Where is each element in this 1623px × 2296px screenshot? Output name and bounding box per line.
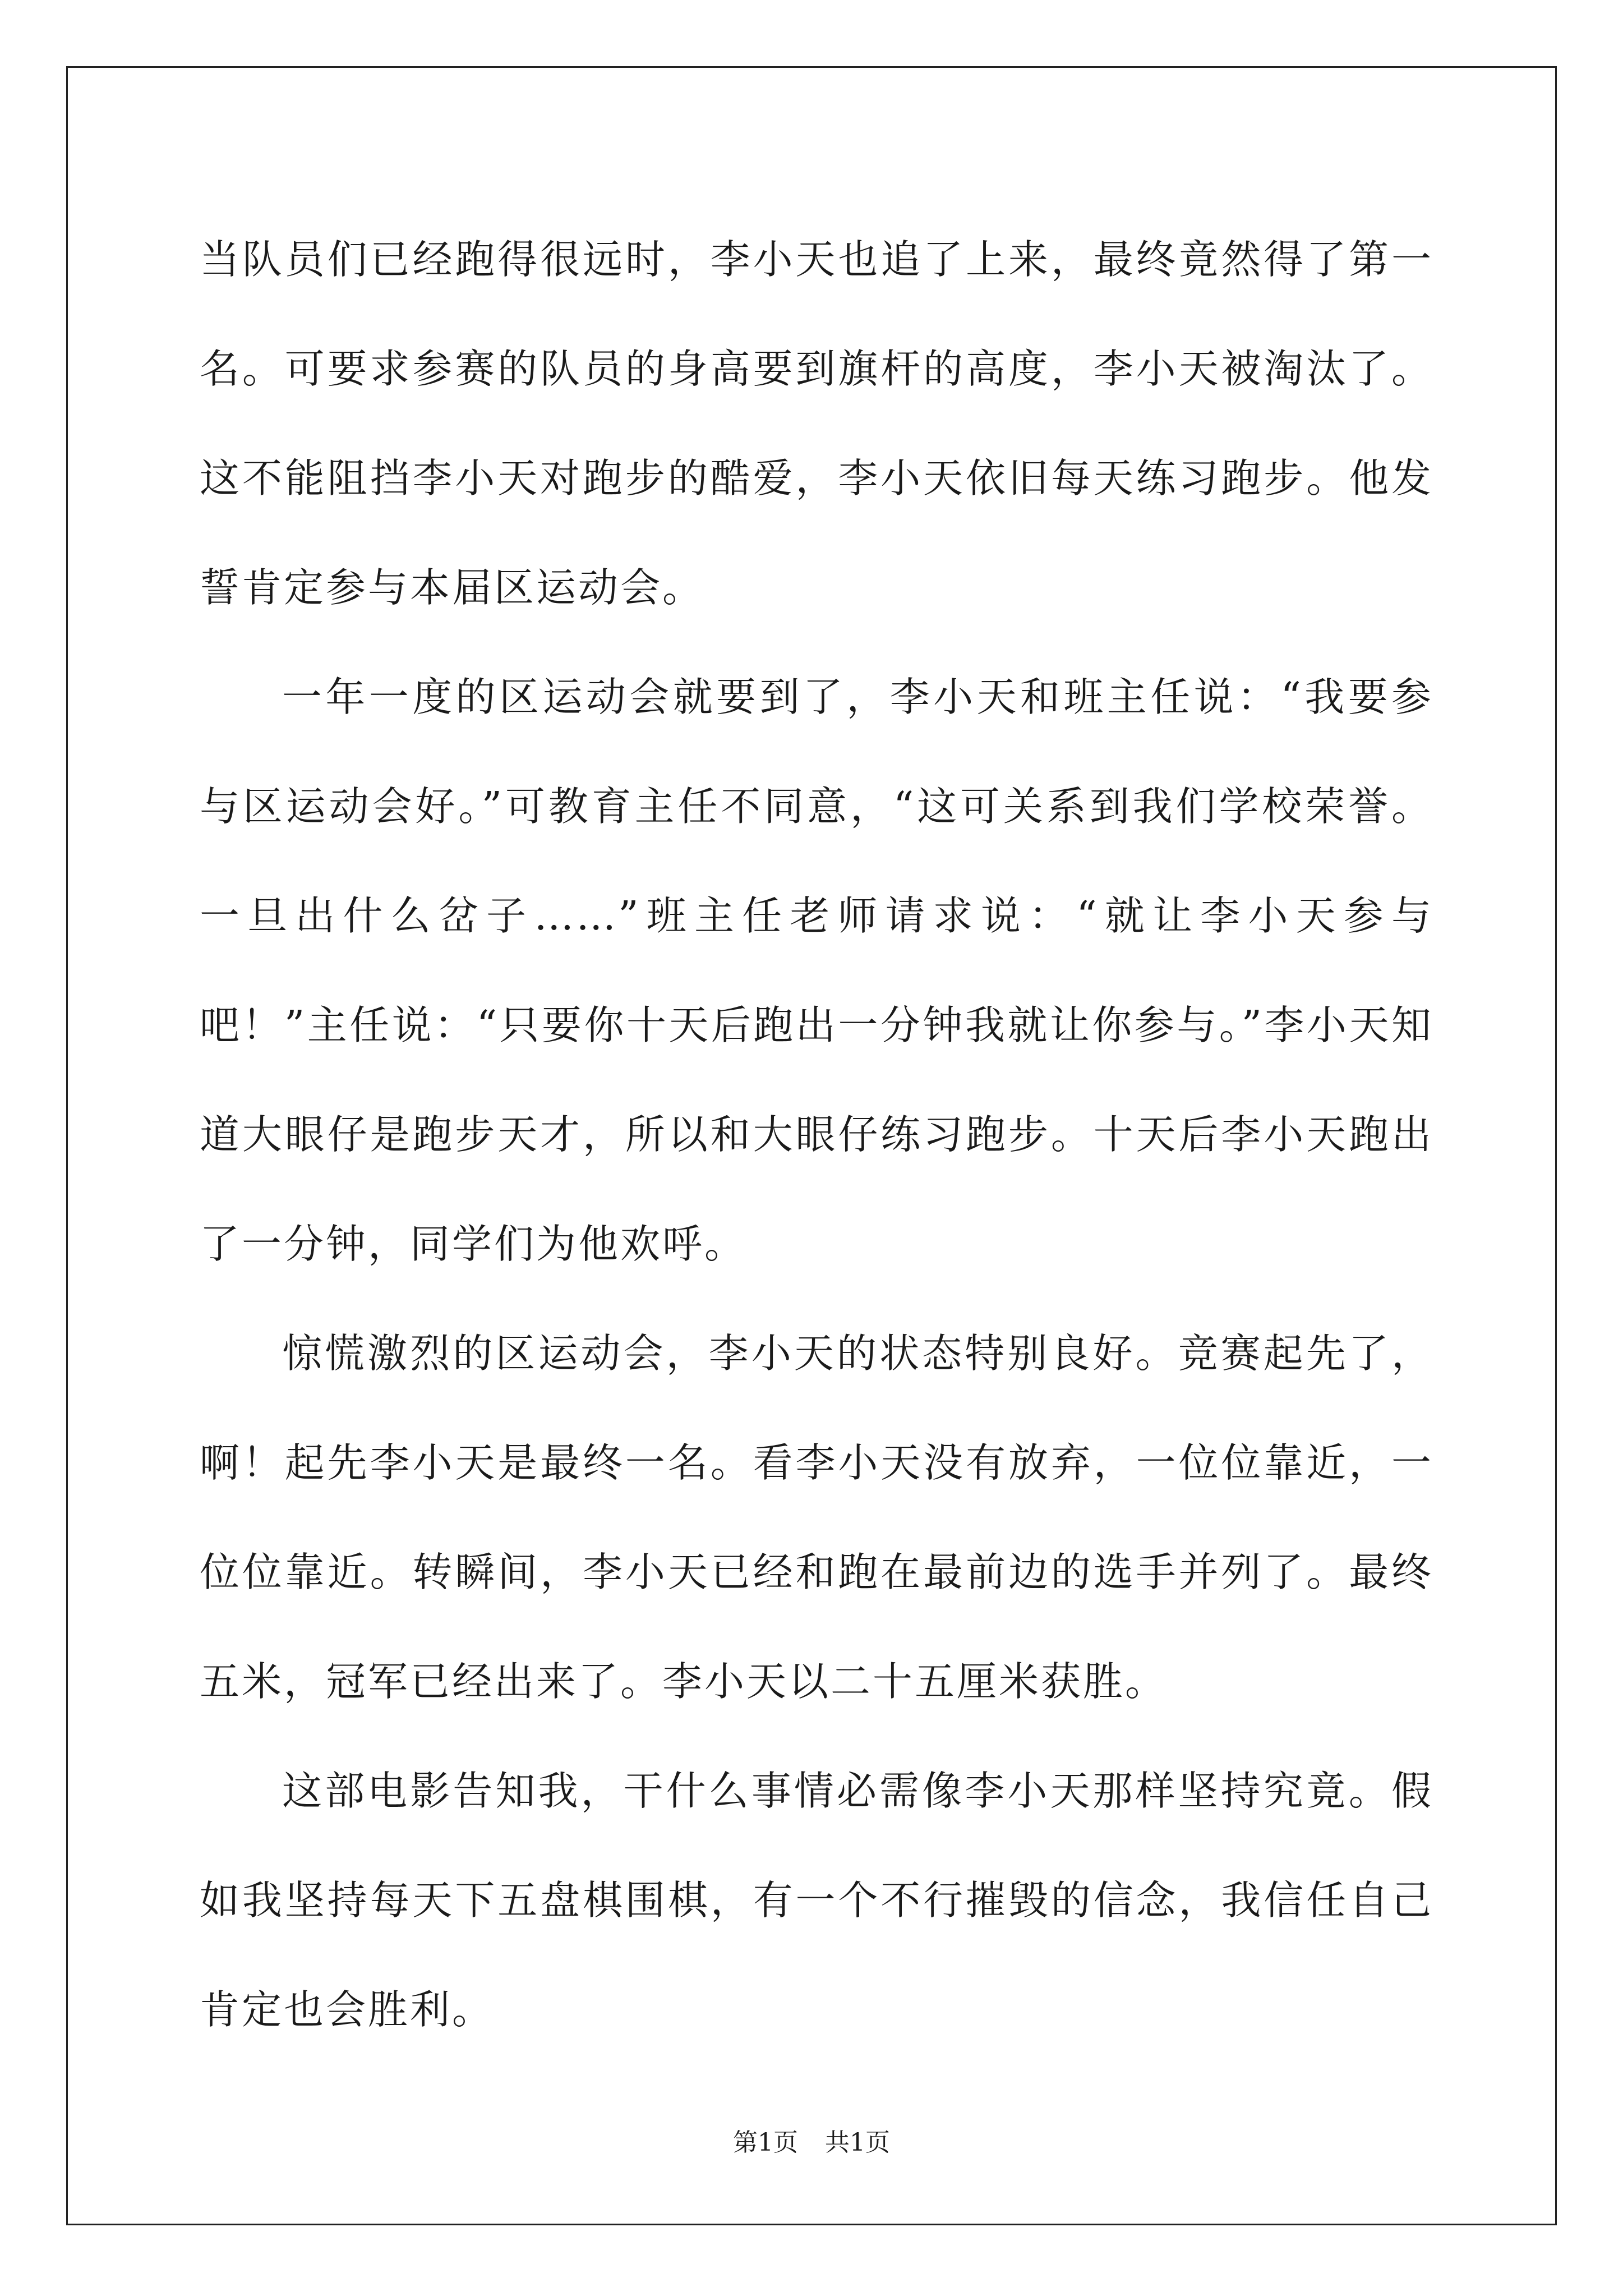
paragraph-1: 当队员们已经跑得很远时，李小天也追了上来，最终竟然得了第一名。可要求参赛的队员的身高要到旗杆的高度，李小天被淘汰了。这不能阻挡李小天对跑步的酷爱，李小天依旧每天练习跑步。他发誓肯定参与本届区运动会。 [200,236,1433,611]
paragraph-4: 这部电影告知我，干什么事情必需像李小天那样坚持究竟。假如我坚持每天下五盘棋围棋，有一个不行摧毁的信念，我信任自己肯定也会胜利。 [200,1768,1433,2033]
page-footer [0,2126,1623,2160]
paragraph-2: 一年一度的区运动会就要到了，李小天和班主任说：“我要参与区运动会好。”可教育主任不同意，“这可关系到我们学校荣誉。一旦出什么岔子……”班主任老师请求说：“就让李小天参与吧！”主任说：“只要你十天后跑出一分钟我就让你参与。”李小天知道大眼仔是跑步天才，所以和大眼仔练习跑步。十天后李小天跑出了一分钟，同学们为他欢呼。 [200,674,1433,1267]
paragraph-3: 惊慌激烈的区运动会，李小天的状态特别良好。竞赛起先了，啊！起先李小天是最终一名。看李小天没有放弃，一位位靠近，一位位靠近。转瞬间，李小天已经和跑在最前边的选手并列了。最终五米，冠军已经出来了。李小天以二十五厘米获胜。 [200,1330,1433,1705]
page-number-total: 共1页 [825,2128,890,2157]
document-body [200,205,1433,2064]
page-number-current: 第1页 [733,2128,798,2157]
